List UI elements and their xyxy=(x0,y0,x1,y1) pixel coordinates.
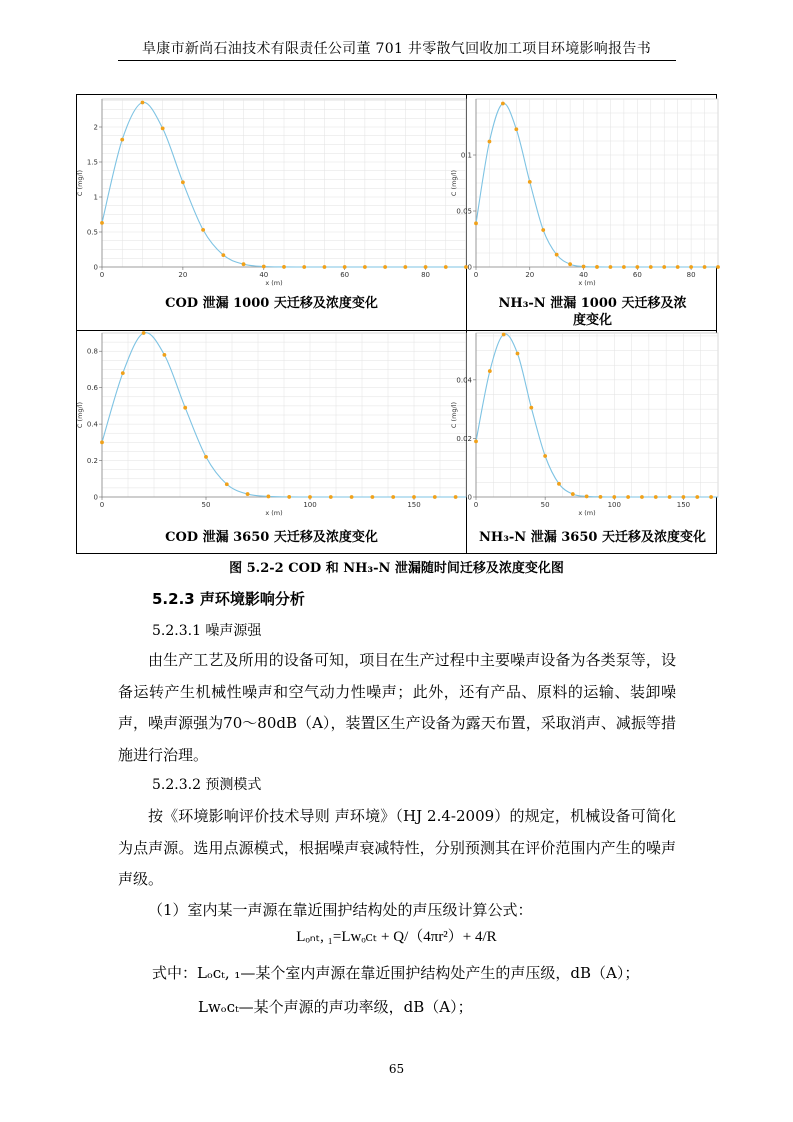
caption-cod-3650: COD 泄漏 3650 天迁移及浓度变化 xyxy=(165,530,378,545)
x-tick-label: 0 xyxy=(473,271,479,279)
x-axis-title: x (m) xyxy=(265,509,283,517)
data-point xyxy=(308,495,312,499)
data-point xyxy=(528,180,532,184)
paragraph-formula-intro: （1）室内某一声源在靠近围护结构处的声压级计算公式： xyxy=(148,901,533,919)
data-point xyxy=(242,262,246,266)
data-point xyxy=(363,265,367,269)
formula-sound-pressure: Lₒₙₜ, ₁=Lᴡₒᴄₜ + Q/（4πr²）+ 4/R xyxy=(296,929,497,945)
chart-panel-cod-3650 xyxy=(77,331,466,555)
data-point xyxy=(163,353,167,357)
x-tick-label: 20 xyxy=(178,271,188,279)
data-point xyxy=(595,265,599,269)
subsection-heading-prediction-model: 5.2.3.2 预测模式 xyxy=(152,777,262,793)
data-point xyxy=(433,495,437,499)
data-point xyxy=(649,265,653,269)
y-axis-title: C (mg/l) xyxy=(76,401,84,429)
data-point xyxy=(682,495,686,499)
data-point xyxy=(599,495,603,499)
data-point xyxy=(557,482,561,486)
y-tick-label: 0 xyxy=(93,263,98,272)
data-point xyxy=(555,253,559,257)
y-tick-label: 0.04 xyxy=(456,376,472,385)
chart-panel-cod-1000 xyxy=(77,95,466,330)
y-tick-label: 0 xyxy=(467,263,472,272)
caption-nh3-3650: NH₃-N 泄漏 3650 天迁移及浓度变化 xyxy=(479,530,706,545)
y-axis-title: C (mg/l) xyxy=(450,401,458,429)
x-tick-label: 80 xyxy=(421,271,431,279)
data-point xyxy=(501,102,505,106)
data-point xyxy=(204,455,208,459)
data-point xyxy=(383,265,387,269)
data-point xyxy=(403,265,407,269)
data-point xyxy=(246,492,250,496)
figure-title: 图 5.2-2 COD 和 NH₃-N 泄漏随时间迁移及浓度变化图 xyxy=(229,561,564,576)
data-point xyxy=(474,221,478,225)
data-point xyxy=(181,180,185,184)
data-point xyxy=(502,333,506,337)
x-tick-label: 150 xyxy=(676,501,691,509)
x-tick-label: 0 xyxy=(99,501,105,509)
data-point xyxy=(350,495,354,499)
data-point xyxy=(585,495,589,499)
data-point xyxy=(695,495,699,499)
x-tick-label: 50 xyxy=(201,501,211,509)
y-axis-title: C (mg/l) xyxy=(76,169,84,197)
data-point xyxy=(120,138,124,142)
data-point xyxy=(689,265,693,269)
data-point xyxy=(662,265,666,269)
data-point xyxy=(161,127,165,131)
y-tick-label: 0.6 xyxy=(86,384,98,393)
data-point xyxy=(516,352,520,356)
data-point xyxy=(640,495,644,499)
data-point xyxy=(371,495,375,499)
x-tick-label: 60 xyxy=(340,271,350,279)
data-point xyxy=(676,265,680,269)
y-tick-label: 0.02 xyxy=(456,434,472,443)
data-point xyxy=(612,495,616,499)
y-tick-label: 1 xyxy=(93,193,98,202)
caption-nh3-1000: NH₃-N 泄漏 1000 天迁移及浓 度变化 xyxy=(498,296,687,328)
data-point xyxy=(323,265,327,269)
data-point xyxy=(262,265,266,269)
y-tick-label: 0.4 xyxy=(86,420,98,429)
y-tick-label: 1.5 xyxy=(86,158,98,167)
data-point xyxy=(626,495,630,499)
data-point xyxy=(121,371,125,375)
subsection-heading-noise-source: 5.2.3.1 噪声源强 xyxy=(152,623,262,639)
x-tick-label: 40 xyxy=(259,271,269,279)
paragraph-prediction-model: 按《环境影响评价技术导则 声环境》（HJ 2.4-2009）的规定，机械设备可简化为点声源。选用点源模式，根据噪声衰减特性，分别预测其在评价范围内产生的噪声声级。 xyxy=(118,807,676,888)
x-axis-title: x (m) xyxy=(265,279,283,287)
data-point xyxy=(201,228,205,232)
y-tick-label: 0 xyxy=(93,493,98,502)
data-point xyxy=(571,492,575,496)
data-point xyxy=(287,495,291,499)
page-number: 65 xyxy=(388,1062,405,1076)
y-tick-label: 2 xyxy=(93,123,98,132)
data-point xyxy=(267,495,271,499)
data-point xyxy=(582,265,586,269)
data-point xyxy=(444,265,448,269)
x-tick-label: 50 xyxy=(540,501,550,509)
data-point xyxy=(183,406,187,410)
caption-cod-1000: COD 泄漏 1000 天迁移及浓度变化 xyxy=(165,296,378,311)
y-tick-label: 0.5 xyxy=(86,228,98,237)
x-tick-label: 60 xyxy=(632,271,642,279)
y-tick-label: 0.1 xyxy=(460,151,472,160)
data-point xyxy=(141,101,145,105)
data-point xyxy=(709,495,713,499)
data-point xyxy=(622,265,626,269)
data-point xyxy=(488,140,492,144)
data-point xyxy=(343,265,347,269)
data-point xyxy=(568,262,572,266)
y-tick-label: 0.05 xyxy=(456,207,472,216)
x-tick-label: 0 xyxy=(99,271,105,279)
data-point xyxy=(635,265,639,269)
chart-nh3-3650 xyxy=(450,331,718,527)
header-rule xyxy=(118,60,676,61)
data-point xyxy=(329,495,333,499)
x-tick-label: 80 xyxy=(686,271,696,279)
data-point xyxy=(703,265,707,269)
definition-lwoct: Lᴡₒᴄₜ—某个声源的声功率级，dB（A）； xyxy=(198,998,473,1016)
y-tick-label: 0 xyxy=(467,493,472,502)
x-tick-label: 100 xyxy=(303,501,317,509)
data-point xyxy=(391,495,395,499)
data-point xyxy=(412,495,416,499)
x-tick-label: 40 xyxy=(579,271,589,279)
data-point xyxy=(100,221,104,225)
data-point xyxy=(302,265,306,269)
chart-cod-1000 xyxy=(77,95,466,295)
y-tick-label: 0.8 xyxy=(86,347,98,356)
data-point xyxy=(221,253,225,257)
y-axis-title: C (mg/l) xyxy=(450,169,458,197)
data-point xyxy=(100,440,104,444)
data-point xyxy=(282,265,286,269)
chart-nh3-1000 xyxy=(450,95,718,295)
data-point xyxy=(541,228,545,232)
data-point xyxy=(668,495,672,499)
data-point xyxy=(225,482,229,486)
x-tick-label: 150 xyxy=(407,501,421,509)
data-point xyxy=(424,265,428,269)
y-tick-label: 0.2 xyxy=(86,457,98,466)
chart-panel-nh3-3650 xyxy=(450,331,718,555)
x-axis-title: x (m) xyxy=(578,279,596,287)
data-point xyxy=(654,495,658,499)
section-heading: 5.2.3 声环境影响分析 xyxy=(152,590,305,608)
data-point xyxy=(142,331,146,335)
running-header: 阜康市新尚石油技术有限责任公司董 701 井零散气回收加工项目环境影响报告书 xyxy=(141,41,652,57)
chart-panel-nh3-1000 xyxy=(450,95,718,330)
definition-loct: 式中：Lₒᴄₜ, ₁—某个室内声源在靠近围护结构处产生的声压级，dB（A）； xyxy=(152,964,640,982)
x-tick-label: 20 xyxy=(525,271,535,279)
x-tick-label: 100 xyxy=(607,501,621,509)
data-point xyxy=(716,265,720,269)
data-point xyxy=(514,127,518,131)
x-axis-title: x (m) xyxy=(578,509,596,517)
data-point xyxy=(454,495,458,499)
data-point xyxy=(543,454,547,458)
data-point xyxy=(609,265,613,269)
chart-cod-3650 xyxy=(77,331,466,527)
paragraph-noise-source: 由生产工艺及所用的设备可知，项目在生产过程中主要噪声设备为各类泵等，设备运转产生机械性噪声和空气动力性噪声；此外，还有产品、原料的运输、装卸噪声，噪声源强为70～80dB（A），装置区生产设备为露天布置，采取消声、减振等措施进行治理。 xyxy=(118,651,676,764)
data-point xyxy=(529,406,533,410)
data-point xyxy=(474,439,478,443)
x-tick-label: 0 xyxy=(473,501,479,509)
data-point xyxy=(488,369,492,373)
figure-grid xyxy=(76,94,717,554)
